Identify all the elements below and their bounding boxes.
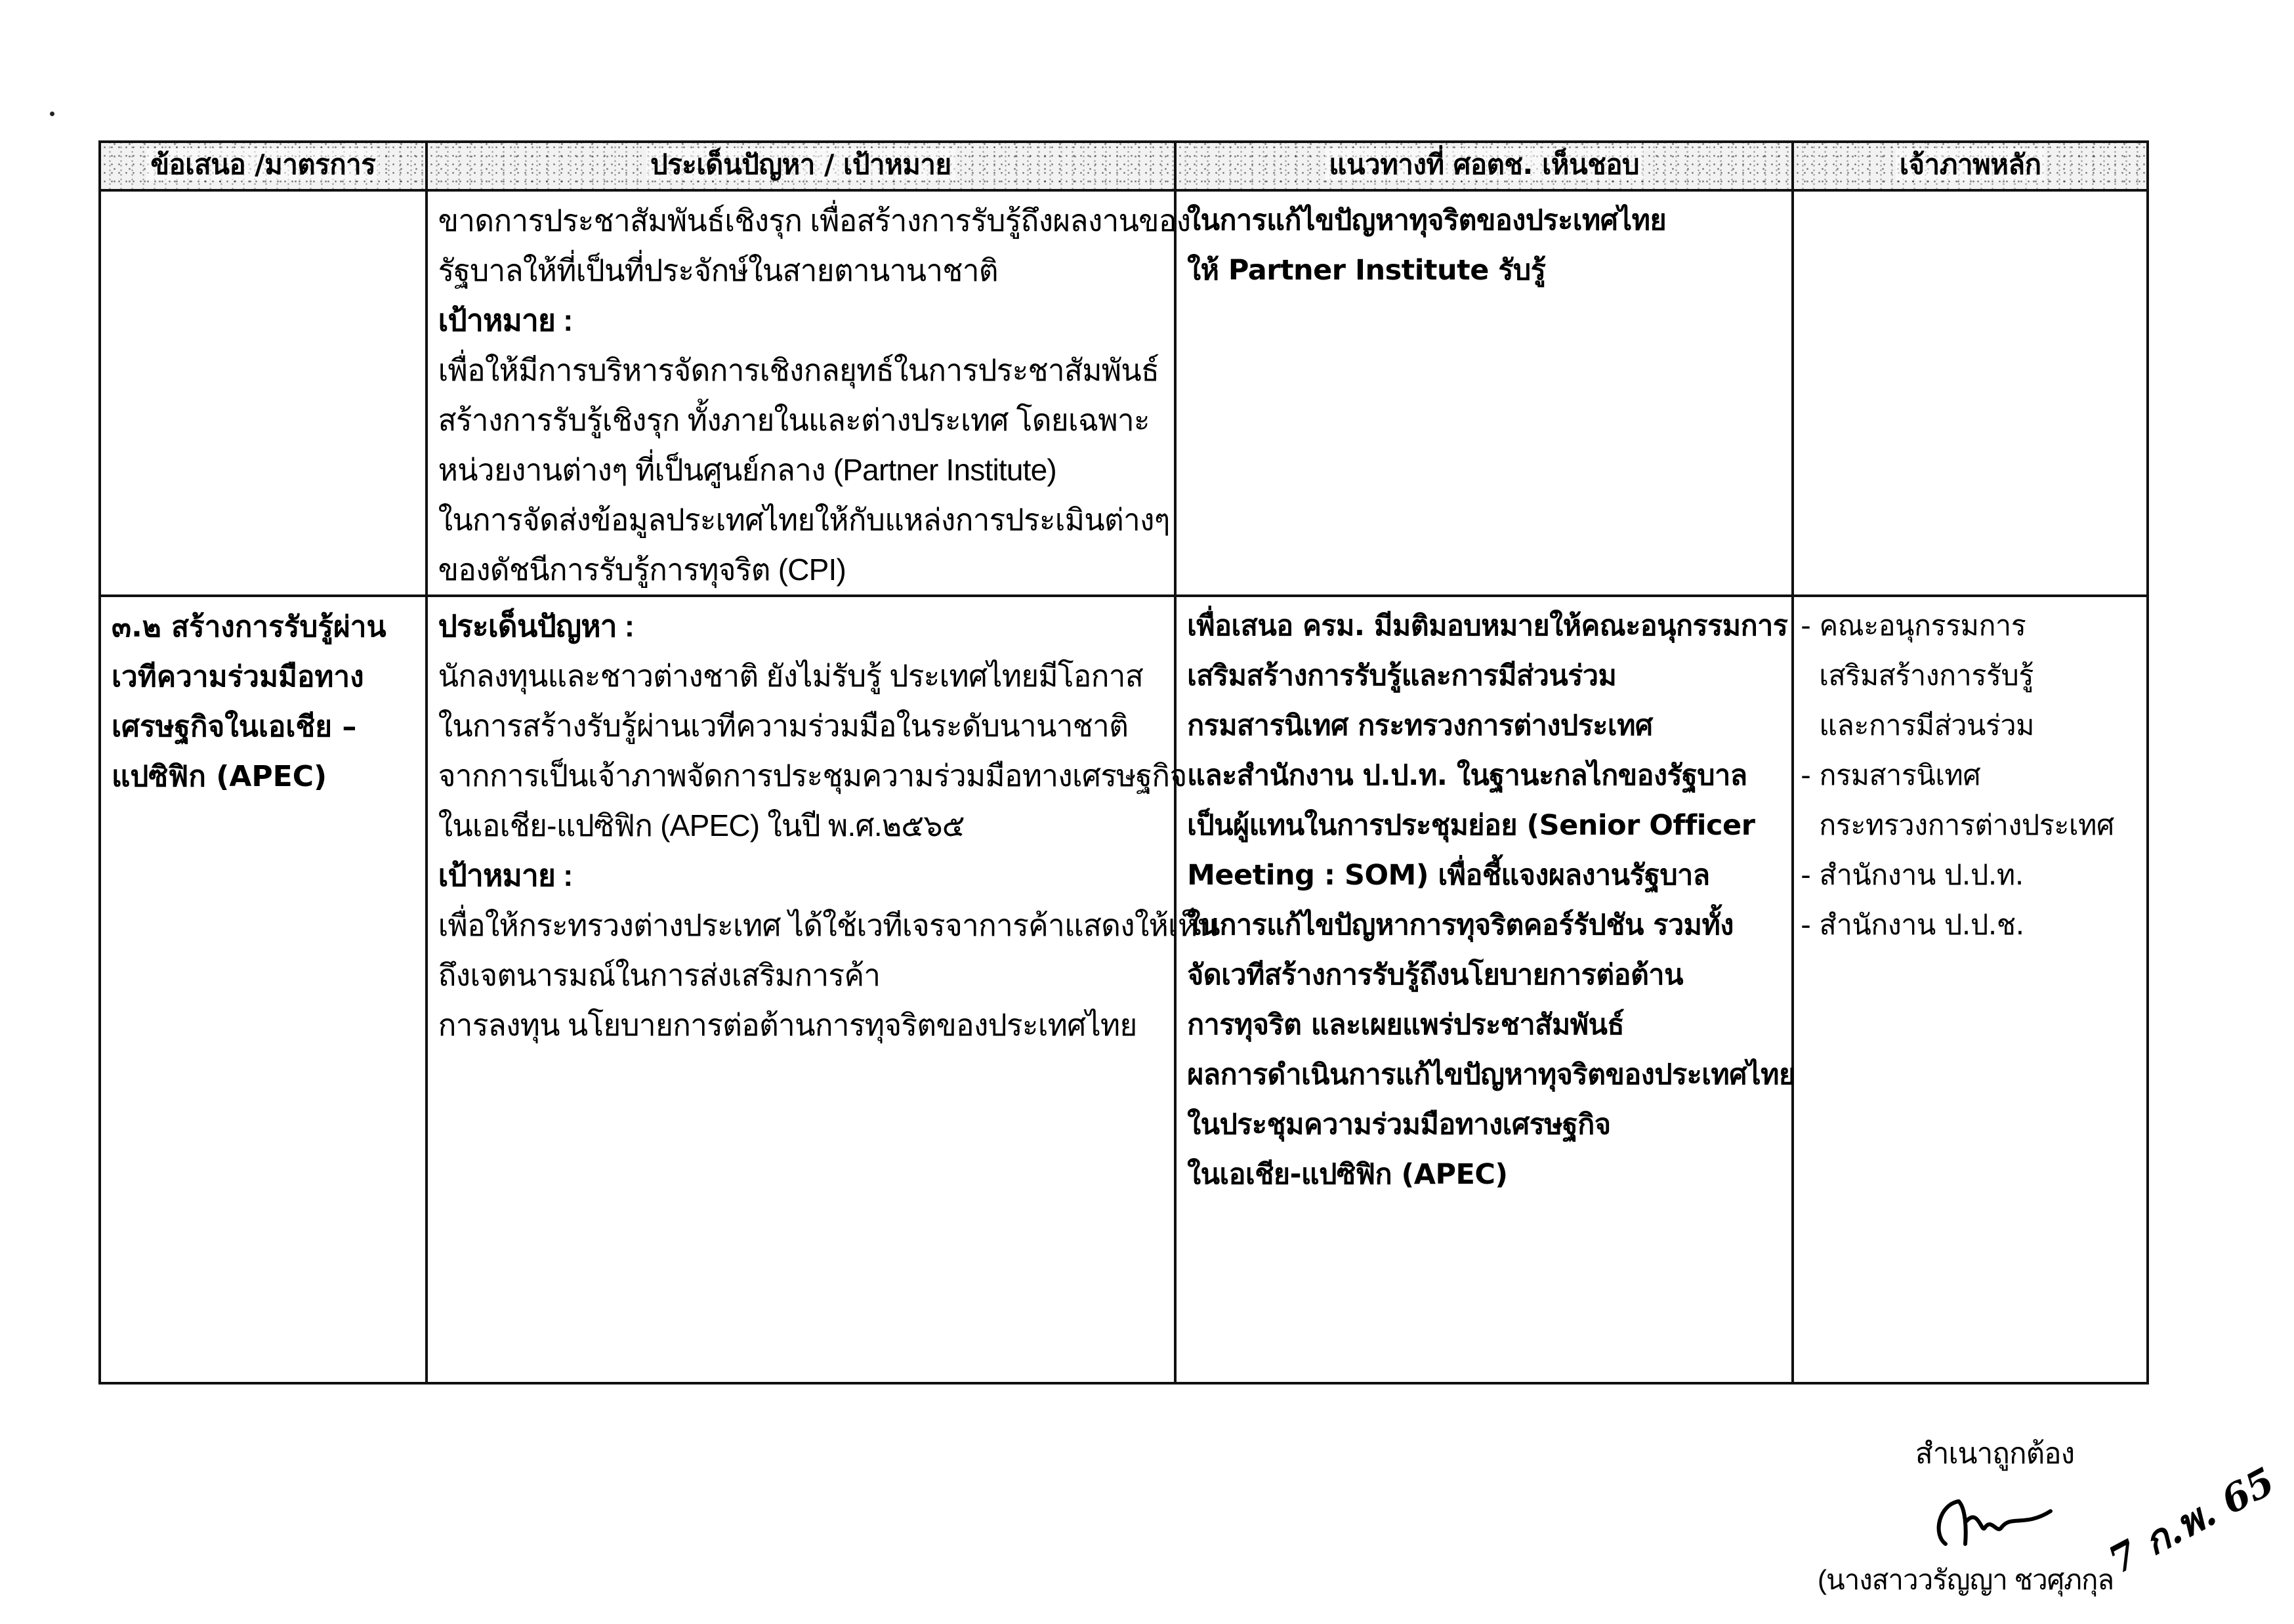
signer-name: (นางสาววรัญญา ชวศุภกุล <box>1818 1564 2114 1595</box>
header-measure: ข้อเสนอ /มาตรการ <box>100 142 427 190</box>
header-lead-agency: เจ้าภาพหลัก <box>1793 142 2148 190</box>
text-line: เวทีความร่วมมือทาง <box>112 660 364 694</box>
text-line: ผลการดำเนินการแก้ไขปัญหาทุจริตของประเทศไทย <box>1187 1058 1795 1091</box>
table-header-row <box>100 142 2148 190</box>
text-line: ๓.๒ สร้างการรับรู้ผ่าน <box>112 610 386 644</box>
text-line: เพื่อให้กระทรวงต่างประเทศ ได้ใช้เวทีเจรจาการค้าแสดงให้เห็น <box>438 908 1218 942</box>
agency-item-continued: เสริมสร้างการรับรู้ <box>1819 659 2033 692</box>
text-line: ในเอเชีย-แปซิฟิก (APEC) <box>1187 1158 1508 1191</box>
certified-copy-label: สำเนาถูกต้อง <box>1915 1438 2075 1470</box>
text-line: ให้ Partner Institute รับรู้ <box>1187 254 1546 287</box>
header-issue-target: ประเด็นปัญหา / เป้าหมาย <box>427 142 1175 190</box>
text-line: กรมสารนิเทศ กระทรวงการต่างประเทศ <box>1187 709 1653 742</box>
cell-issue-target <box>427 596 1218 1383</box>
text-line: การทุจริต และเผยแพร่ประชาสัมพันธ์ <box>1187 1009 1625 1041</box>
text-line: หน่วยงานต่างๆ ที่เป็นศูนย์กลาง (Partner Institute) <box>438 453 1056 487</box>
text-line: และสำนักงาน ป.ป.ท. ในฐานะกลไกของรัฐบาล <box>1187 759 1747 792</box>
cell-issue-target <box>427 190 1191 596</box>
header-approved-approach: แนวทางที่ ศอตช. เห็นชอบ <box>1175 142 1793 190</box>
text-line: Meeting : SOM) เพื่อชี้แจงผลงานรัฐบาล <box>1187 859 1710 892</box>
text-line: ถึงเจตนารมณ์ในการส่งเสริมการค้า <box>438 958 881 992</box>
text-line: เพื่อให้มีการบริหารจัดการเชิงกลยุทธ์ในการประชาสัมพันธ์ <box>438 353 1159 387</box>
cell-approved-approach <box>1175 190 1793 596</box>
cell-measure <box>100 596 427 1383</box>
agency-item-continued: กระทรวงการต่างประเทศ <box>1819 809 2114 842</box>
text-line: เพื่อเสนอ ครม. มีมติมอบหมายให้คณะอนุกรรมการ <box>1187 610 1788 642</box>
agency-item-continued: และการมีส่วนร่วม <box>1819 709 2034 742</box>
text-line: จัดเวทีสร้างการรับรู้ถึงนโยบายการต่อต้าน <box>1187 959 1683 991</box>
cell-lead-agency <box>1793 190 2148 596</box>
table-row <box>100 190 2148 596</box>
text-line: เศรษฐกิจในเอเชีย – <box>112 710 357 743</box>
scan-speck <box>50 112 54 116</box>
text-line: ขาดการประชาสัมพันธ์เชิงรุก เพื่อสร้างการรับรู้ถึงผลงานของ <box>438 203 1191 238</box>
text-line: ในประชุมความร่วมมือทางเศรษฐกิจ <box>1187 1108 1611 1141</box>
agency-item: - กรมสารนิเทศ <box>1801 759 1981 792</box>
agency-item: - สำนักงาน ป.ป.ช. <box>1801 909 2024 942</box>
text-line: ในการสร้างรับรู้ผ่านเวทีความร่วมมือในระดับนานาชาติ <box>438 709 1129 743</box>
text-line: จากการเป็นเจ้าภาพจัดการประชุมความร่วมมือทางเศรษฐกิจ <box>438 759 1187 793</box>
handwritten-signature-icon <box>1919 1488 2070 1554</box>
text-line: นักลงทุนและชาวต่างชาติ ยังไม่รับรู้ ประเทศไทยมีโอกาส <box>438 659 1143 693</box>
section-label-issue: ประเด็นปัญหา : <box>438 609 635 643</box>
text-line: ของดัชนีการรับรู้การทุจริต (CPI) <box>438 552 846 587</box>
table-row <box>100 596 2148 1383</box>
text-line: การลงทุน นโยบายการต่อต้านการทุจริตของประเทศไทย <box>438 1008 1137 1042</box>
text-line: ในการแก้ไขปัญหาทุจริตของประเทศไทย <box>1187 204 1667 237</box>
text-line: สร้างการรับรู้เชิงรุก ทั้งภายในและต่างประเทศ โดยเฉพาะ <box>438 403 1150 437</box>
cell-measure <box>100 190 427 596</box>
agency-item: - คณะอนุกรรมการ <box>1801 610 2026 642</box>
text-line: เป็นผู้แทนในการประชุมย่อย (Senior Officer <box>1187 809 1755 842</box>
section-label-target: เป้าหมาย : <box>438 303 573 337</box>
text-line: รัฐบาลให้ที่เป็นที่ประจักษ์ในสายตานานาชาติ <box>438 253 998 287</box>
cell-lead-agency <box>1793 596 2148 1383</box>
handwritten-date: 7 ก.พ. 65 <box>2101 1459 2282 1583</box>
cutoff-text-fragment <box>1677 1601 1768 1621</box>
agency-item: - สำนักงาน ป.ป.ท. <box>1801 859 2024 892</box>
text-line: ในเอเชีย-แปซิฟิก (APEC) ในปี พ.ศ.๒๕๖๕ <box>438 808 965 843</box>
cell-approved-approach <box>1175 596 1793 1383</box>
text-line: ในการแก้ไขปัญหาการทุจริตคอร์รัปชัน รวมทั้ง <box>1187 909 1734 942</box>
text-line: ในการจัดส่งข้อมูลประเทศไทยให้กับแหล่งการประเมินต่างๆ <box>438 503 1170 537</box>
text-line: เสริมสร้างการรับรู้และการมีส่วนร่วม <box>1187 659 1617 692</box>
measures-table <box>98 140 2149 1385</box>
section-label-target: เป้าหมาย : <box>438 858 573 892</box>
text-line: แปซิฟิก (APEC) <box>112 760 327 793</box>
